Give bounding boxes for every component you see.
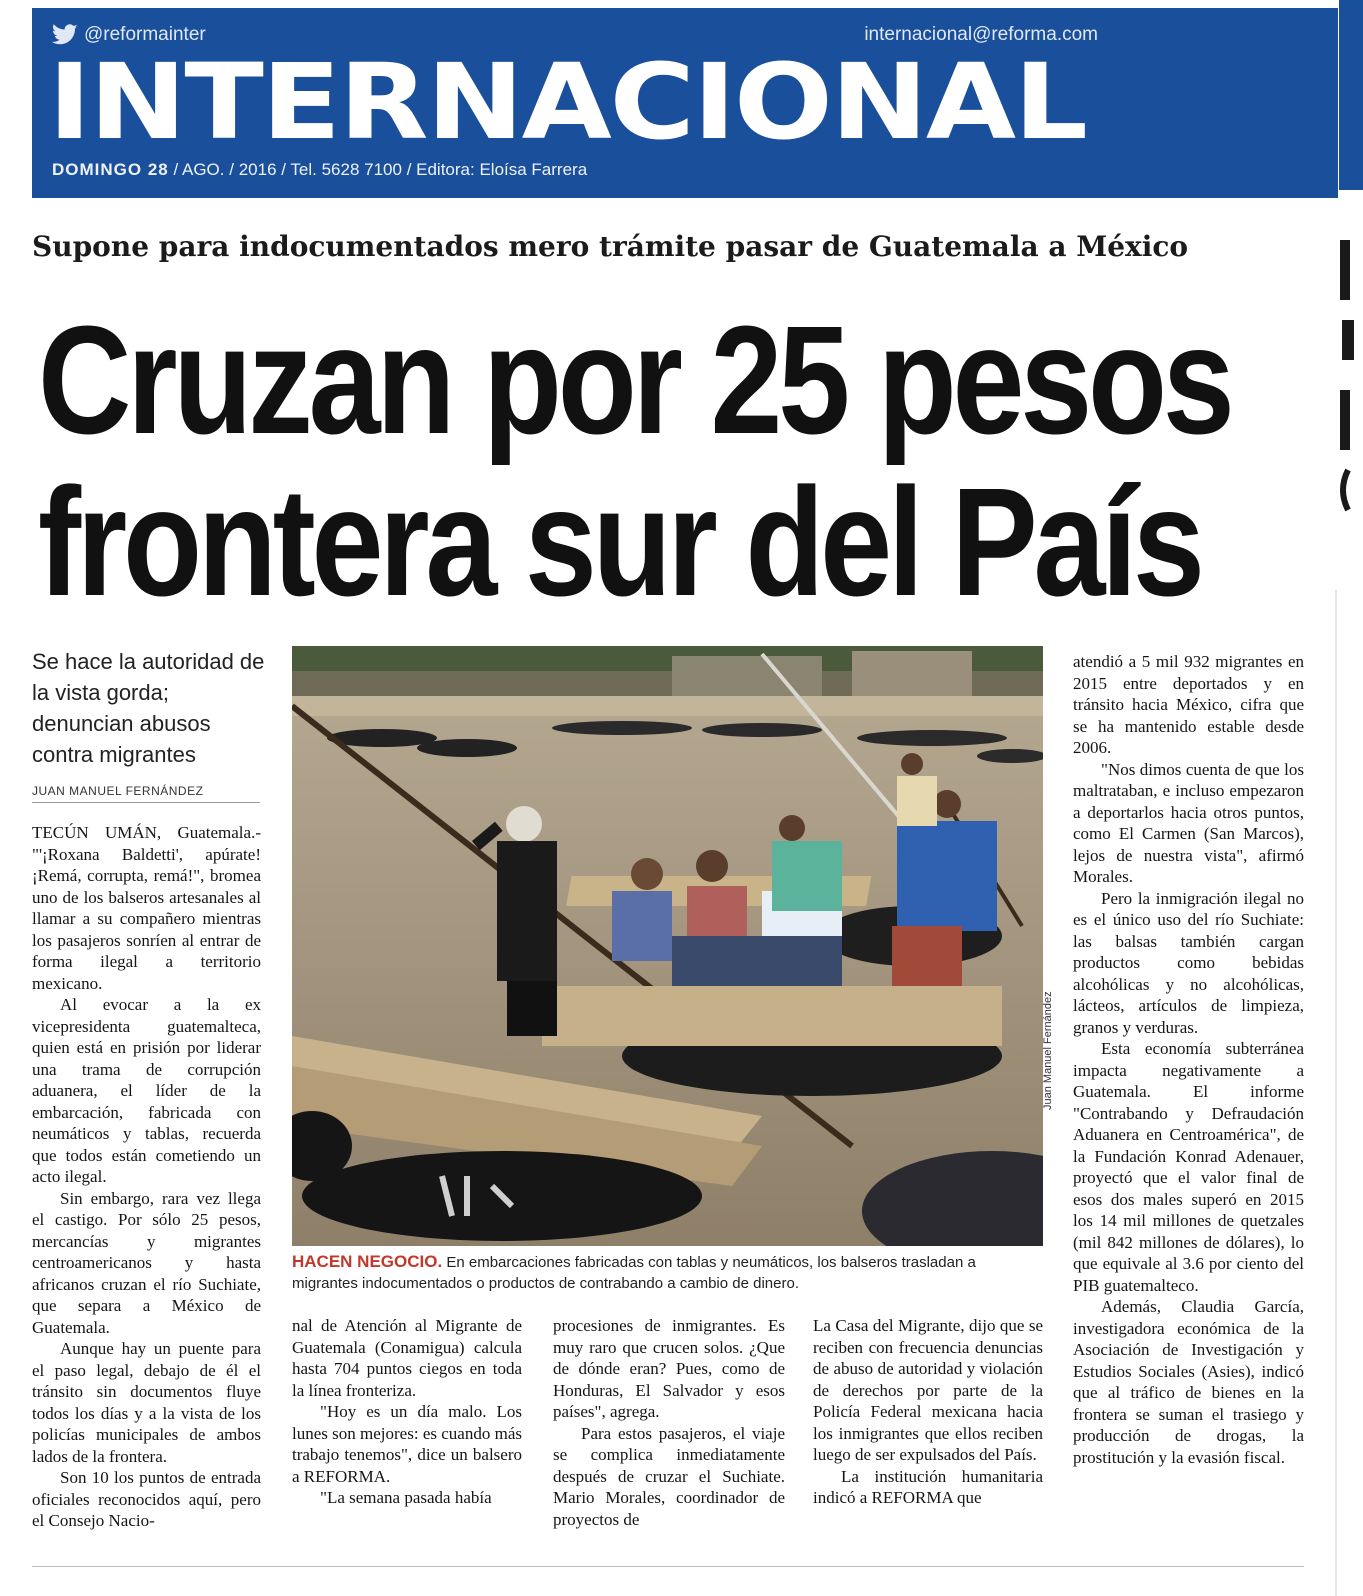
date-year: 2016 (238, 160, 277, 179)
paragraph: La institución humanitaria indicó a REFORMA que (813, 1466, 1043, 1507)
paragraph: Son 10 los puntos de entrada oficiales reconocidos aquí, pero el Consejo Nacio- (32, 1468, 261, 1530)
date-month: AGO. (182, 160, 225, 179)
caption-text: En embarcaciones fabricadas con tablas y neumáticos, los balseros trasladan a migrantes indocumentados o productos de contrabando a cambio de dinero. (292, 1254, 976, 1292)
paragraph: "Hoy es un día malo. Los lunes son mejores: es cuando más trabajo tenemos", dice un balsero a REFORMA. (292, 1402, 522, 1486)
section-title: INTERNACIONAL (48, 41, 1086, 163)
paragraph: Sin embargo, rara vez llega el castigo. Por sólo 25 pesos, mercancías y migrantes centroamericanos y hasta africanos cruzan el río Suchiate, que separa a México de Guatemala. (32, 1188, 261, 1337)
article-photo (292, 646, 1043, 1246)
paragraph: Pero la inmigración ilegal no es el único uso del río Suchiate: las balsas también cargan productos como bebidas alcohólicas y no alcohólicas, lácteos, artículos de limpieza, granos y verduras. (1073, 888, 1304, 1037)
body-column-1 (32, 822, 261, 1532)
paragraph: La Casa del Migrante, dijo que se reciben con frecuencia denuncias de abuso de autoridad y violación de derechos por parte de la Policía Federal mexicana hacia los inmigrantes que ellos reciben luego de ser expulsados del País. (813, 1316, 1043, 1464)
paragraph: "La semana pasada había (320, 1488, 492, 1507)
paragraph: TECÚN UMÁN, Guatemala.- "'¡Roxana Baldetti', apúrate! ¡Remá, corrupta, remá!", bromea uno de los balseros artesanales al llamar a su compañero mientras los pasajeros sonríen al entrar de forma ilegal a territorio mexicano. (32, 823, 261, 993)
article-summary: Se hace la autoridad de la vista gorda; denuncian abusos contra migrantes (32, 649, 265, 767)
section-masthead (32, 8, 1338, 198)
headline-line-2: frontera sur del País (38, 456, 1201, 628)
paragraph: "Nos dimos cuenta de que los maltrataban, e incluso empezaron a deportarlos hacia otros puntos, como El Carmen (San Marcos), lejos de nuestra vista", afirmó Morales. (1073, 759, 1304, 886)
paragraph: procesiones de inmigrantes. Es muy raro que crucen solos. ¿Que de dónde eran? Pues, como de Honduras, El Salvador y esos países", agrega. (553, 1316, 785, 1421)
paragraph: Para estos pasajeros, el viaje se complica inmediatamente después de cruzar el Suchiate. Mario Morales, coordinador de proyectos de (553, 1423, 785, 1529)
paragraph: Esta economía subterránea impacta negativamente a Guatemala. El informe "Contrabando y Defraudación Aduanera en Centroamérica", de la Fundación Konrad Adenauer, proyectó que el valor final de esos dos males superó en 2015 los 14 mil millones de quetzales (mil 842 millones de dólares), lo que equivale al 3.6 por ciento del PIB guatemalteco. (1073, 1039, 1304, 1295)
paragraph: Además, Claudia García, investigadora económica de la Asociación de Investigación y Estudios Sociales (Asies), indicó que al tráfico de bienes en la frontera se suman el trasiego y producción de drogas, la prostitución y la evasión fiscal. (1073, 1297, 1304, 1467)
editor: Editora: Eloísa Farrera (416, 160, 588, 179)
body-column-4 (813, 1315, 1043, 1509)
photo-river-crossing (292, 646, 1043, 1246)
body-column-3 (553, 1315, 785, 1530)
paragraph: nal de Atención al Migrante de Guatemala (Conamigua) calcula hasta 704 puntos ciegos en toda la línea fronteriza. (292, 1316, 522, 1400)
headline-kicker: Supone para indocumentados mero trámite pasar de Guatemala a México (32, 230, 1189, 263)
body-column-2 (292, 1315, 522, 1509)
caption-lead: HACEN NEGOCIO. (292, 1252, 443, 1271)
dateline: DOMINGO 28 / AGO. / 2016 / Tel. 5628 7100 / Editora: Eloísa Farrera (52, 160, 588, 179)
paragraph: Aunque hay un puente para el paso legal, debajo de él el tránsito sin documentos fluye todos los días y a la vista de los policías municipales de ambos lados de la frontera. (32, 1339, 261, 1466)
date-day: DOMINGO 28 (52, 160, 169, 179)
headline-line-1: Cruzan por 25 pesos (38, 294, 1231, 466)
paragraph: Al evocar a la ex vicepresidenta guatemalteca, quien está en prisión por liderar una trama de corrupción aduanera, el líder de la embarcación, fabricada con neumáticos y tablas, recuerda que todos están cometiendo un acto ilegal. (32, 995, 261, 1186)
body-column-5 (1073, 651, 1304, 1468)
twitter-handle-text: @reformainter (84, 24, 206, 45)
article-byline: JUAN MANUEL FERNÁNDEZ (32, 784, 260, 803)
photo-credit: Juan Manuel Fernández (1042, 991, 1054, 1110)
next-page-edge (1334, 0, 1363, 1596)
phone: Tel. 5628 7100 (290, 160, 402, 179)
photo-caption (292, 1251, 1044, 1294)
section-email[interactable]: internacional@reforma.com (864, 24, 1098, 45)
paragraph: atendió a 5 mil 932 migrantes en 2015 entre deportados y en tránsito hacia México, cifra que se ha mantenido estable desde 2006. (1073, 652, 1304, 757)
bottom-rule (32, 1566, 1304, 1567)
